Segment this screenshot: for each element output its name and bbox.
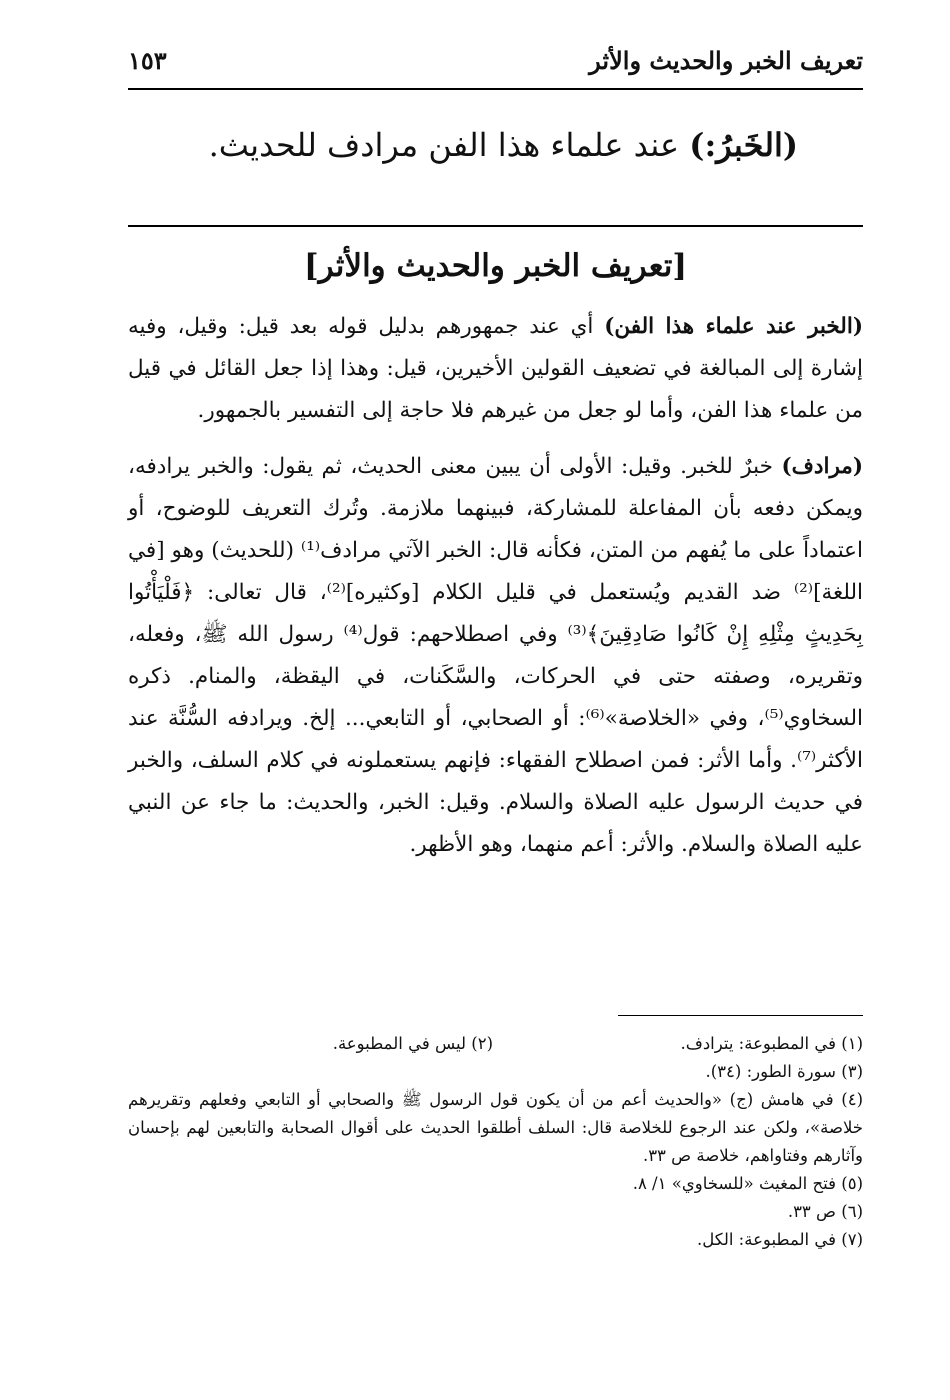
paragraph xyxy=(128,446,863,866)
footnote-3: (٣) سورة الطور: (٣٤). xyxy=(705,1062,863,1081)
paragraph-text: أي عند جمهورهم بدليل قوله بعد قيل: وقيل، وفيه إشارة إلى المبالغة في تضعيف القولين الأخيرين، قيل: وهذا إذا جعل القائل في قيل من علماء هذا الفن، وأما لو جعل من غيرهم فلا حاجة إلى التفسير بالجمهور. xyxy=(128,314,863,423)
section-title: [تعريف الخبر والحديث والأثر] xyxy=(303,248,688,284)
paragraph-lead: (مرادف) xyxy=(781,454,863,479)
paragraph-lead: (الخبر عند علماء هذا الفن) xyxy=(604,314,863,339)
carry-over-lead: (الخَبرُ:) xyxy=(689,126,798,164)
carry-over-text: عند علماء هذا الفن مرادف للحديث. xyxy=(208,126,690,164)
footnote-row xyxy=(128,1030,863,1058)
footnote-divider xyxy=(618,1015,863,1016)
footnote-1: (١) في المطبوعة: يترادف. xyxy=(680,1034,863,1053)
footnote-2: (٢) ليس في المطبوعة. xyxy=(332,1034,493,1053)
footnote-7: (٧) في المطبوعة: الكل. xyxy=(696,1230,863,1249)
page-number: ١٥٣ xyxy=(128,46,167,75)
paragraph-text: خبرٌ للخبر. وقيل: الأولى أن يبين معنى الحديث، ثم يقول: والخبر يرادفه، ويمكن دفعه بأن المفاعلة للمشاركة، فبينهما ملازمة. وتُرك التعريف للوضوح، أو اعتماداً على ما يُفهم من المتن، فكأنه قال: الخبر الآتي مرادف⁽¹⁾ (للحديث) وهو [في اللغة]⁽²⁾ ضد القديم ويُستعمل في قليل الكلام [وكثيره]⁽²⁾، قال تعالى: ﴿فَلْيَأْتُوا بِحَدِيثٍ مِثْلِهِ إِنْ كَانُوا صَادِقِينَ﴾⁽³⁾ وفي اصطلاحهم: قول⁽⁴⁾ رسول الله ﷺ، وفعله، وتقريره، وصفته حتى في الحركات، والسَّكَنات، في اليقظة، والمنام. ذكره السخاوي⁽⁵⁾، وفي «الخلاصة»⁽⁶⁾: أو الصحابي، أو التابعي... إلخ. ويرادفه السُّنَّة عند الأكثر⁽⁷⁾. وأما الأثر: فمن اصطلاح الفقهاء: فإنهم يستعملونه في كلام السلف، والخبر في حديث الرسول عليه الصلاة والسلام. وقيل: الخبر، والحديث: ما جاء عن النبي عليه الصلاة والسلام. والأثر: أعم منهما، وهو الأظهر. xyxy=(128,454,864,857)
footnotes xyxy=(128,1030,863,1254)
running-header xyxy=(128,40,863,90)
footnote-5: (٥) فتح المغيث «للسخاوي» ١/ ٨. xyxy=(632,1174,863,1193)
footnote-4: (٤) في هامش (ج) «والحديث أعم من أن يكون قول الرسول ﷺ والصحابي أو التابعي وفعلهم وتقريرهم خلاصة»، ولكن عند الرجوع للخلاصة قال: السلف أطلقوا الحديث على أقوال الصحابة والتابعين لهم بإحسان وآثارهم وفتاواهم، خلاصة ص ٣٣. xyxy=(128,1090,863,1165)
footnote-6: (٦) ص ٣٣. xyxy=(787,1202,863,1221)
body-text xyxy=(128,306,863,880)
paragraph xyxy=(128,306,863,432)
section-divider xyxy=(128,225,863,227)
carry-over-line xyxy=(128,120,798,170)
running-title: تعريف الخبر والحديث والأثر xyxy=(589,46,863,75)
